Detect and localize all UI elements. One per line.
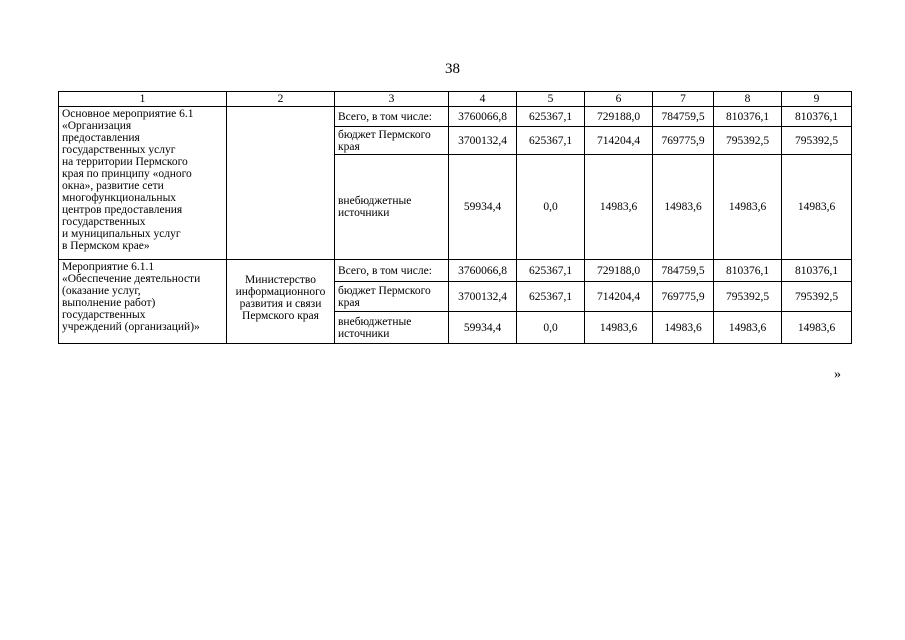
event-name-line: Мероприятие 6.1.1 [62,261,155,273]
value-cell: 14983,6 [653,312,714,344]
value-cell: 625367,1 [517,260,585,282]
value-cell: 14983,6 [585,155,653,260]
funding-source-cell: Всего, в том числе: [335,260,449,282]
value-cell: 810376,1 [782,107,852,127]
event-name-cell [59,107,227,260]
event-name-line: в Пермском крае» [62,240,150,252]
value-cell: 769775,9 [653,282,714,312]
event-name-line: государственных [62,216,146,228]
value-cell: 625367,1 [517,282,585,312]
value-cell: 59934,4 [449,155,517,260]
value-cell: 14983,6 [585,312,653,344]
funding-source-cell: внебюджетные источники [335,312,449,344]
value-cell: 795392,5 [714,282,782,312]
value-cell: 810376,1 [782,260,852,282]
value-cell: 795392,5 [714,127,782,155]
column-header: 7 [653,92,714,107]
value-cell: 3700132,4 [449,127,517,155]
funding-source-cell: бюджет Пермского края [335,282,449,312]
value-cell: 14983,6 [782,312,852,344]
responsible-line: развития и связи [239,298,322,310]
value-cell: 784759,5 [653,107,714,127]
value-cell: 769775,9 [653,127,714,155]
closing-quote: » [834,367,841,382]
value-cell: 625367,1 [517,127,585,155]
value-cell: 14983,6 [714,155,782,260]
value-cell: 810376,1 [714,260,782,282]
event-name-line: многофункциональных [62,192,177,204]
budget-table [58,91,852,344]
value-cell: 14983,6 [714,312,782,344]
column-header: 5 [517,92,585,107]
value-cell: 3700132,4 [449,282,517,312]
funding-source-cell: Всего, в том числе: [335,107,449,127]
value-cell: 795392,5 [782,282,852,312]
value-cell: 714204,4 [585,127,653,155]
event-name-line: Основное мероприятие 6.1 [62,108,194,120]
value-cell: 14983,6 [782,155,852,260]
table-body [59,92,852,344]
value-cell: 14983,6 [653,155,714,260]
event-name-line: центров предоставления [62,204,183,216]
column-header: 6 [585,92,653,107]
value-cell: 729188,0 [585,260,653,282]
table-row [59,107,852,127]
event-name-line: на территории Пермского [62,156,188,168]
event-name-line: выполнение работ) [62,297,156,309]
event-name-line: государственных [62,309,146,321]
event-name-cell [59,260,227,344]
value-cell: 625367,1 [517,107,585,127]
column-header: 1 [59,92,227,107]
event-name-line: (оказание услуг, [62,285,141,297]
column-header: 9 [782,92,852,107]
funding-source-cell: внебюджетные источники [335,155,449,260]
column-header: 8 [714,92,782,107]
funding-source-cell: бюджет Пермского края [335,127,449,155]
event-name-line: окна», развитие сети [62,180,164,192]
value-cell: 59934,4 [449,312,517,344]
table-row [59,260,852,282]
column-header: 2 [227,92,335,107]
value-cell: 3760066,8 [449,260,517,282]
responsible-cell [227,107,335,260]
column-header: 4 [449,92,517,107]
column-header: 3 [335,92,449,107]
value-cell: 714204,4 [585,282,653,312]
event-name-line: предоставления [62,132,140,144]
event-name-line: государственных услуг [62,144,176,156]
value-cell: 810376,1 [714,107,782,127]
value-cell: 729188,0 [585,107,653,127]
responsible-line: Министерство [245,274,316,286]
value-cell: 784759,5 [653,260,714,282]
responsible-line: информационного [235,286,326,298]
event-name-line: «Обеспечение деятельности [62,273,201,285]
responsible-line: Пермского края [242,310,319,322]
page-number: 38 [445,61,460,77]
value-cell: 0,0 [517,155,585,260]
event-name-line: и муниципальных услуг [62,228,181,240]
value-cell: 3760066,8 [449,107,517,127]
event-name-line: «Организация [62,120,132,132]
responsible-cell [227,260,335,344]
value-cell: 795392,5 [782,127,852,155]
event-name-line: края по принципу «одного [62,168,192,180]
header-row [59,92,852,107]
value-cell: 0,0 [517,312,585,344]
event-name-line: учреждений (организаций)» [62,321,200,333]
